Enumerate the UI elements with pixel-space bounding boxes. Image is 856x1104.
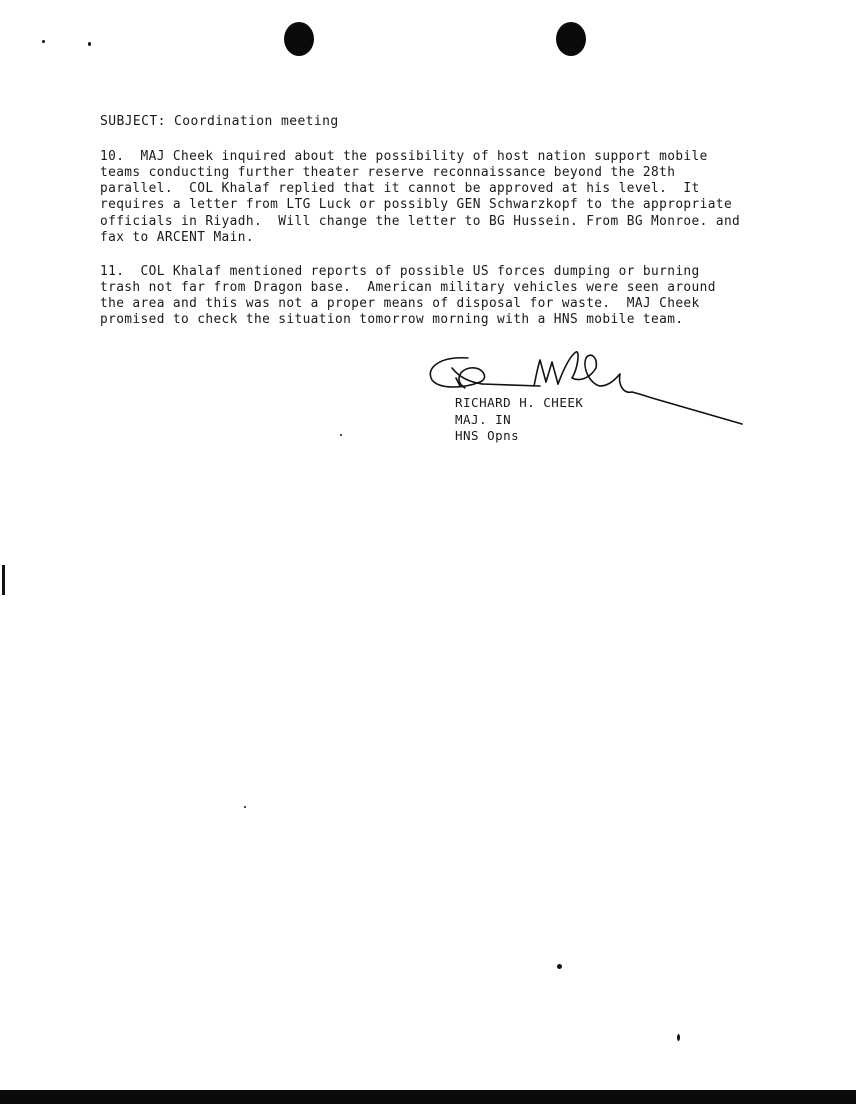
signature-rank: MAJ. IN: [455, 412, 512, 427]
subject-line: SUBJECT: Coordination meeting: [100, 114, 339, 129]
speck: [557, 964, 562, 969]
paragraph-line: trash not far from Dragon base. American military vehicles were seen around: [100, 280, 716, 295]
signature-office: HNS Opns: [455, 428, 520, 443]
paragraph-line: fax to ARCENT Main.: [100, 230, 254, 245]
speck: [677, 1034, 680, 1041]
punch-hole-right: [556, 22, 586, 56]
speck: [42, 40, 45, 43]
paragraph-line: requires a letter from LTG Luck or possibly GEN Schwarzkopf to the appropriate: [100, 197, 733, 212]
scan-edge-mark: [2, 565, 5, 595]
speck: [88, 42, 91, 46]
paragraph-line: promised to check the situation tomorrow morning with a HNS mobile team.: [100, 312, 684, 327]
paragraph-line: the area and this was not a proper means of disposal for waste. MAJ Cheek: [100, 296, 700, 311]
speck: [244, 806, 246, 808]
paragraph-line: teams conducting further theater reserve reconnaissance beyond the 28th: [100, 165, 676, 180]
paragraph-line: 11. COL Khalaf mentioned reports of possible US forces dumping or burning: [100, 264, 700, 279]
signature-name: RICHARD H. CHEEK: [455, 395, 584, 410]
punch-hole-left: [284, 22, 314, 56]
paragraph-line: 10. MAJ Cheek inquired about the possibility of host nation support mobile: [100, 149, 708, 164]
scan-bottom-border: [0, 1090, 856, 1104]
speck: [340, 434, 342, 436]
paragraph-line: parallel. COL Khalaf replied that it cannot be approved at his level. It: [100, 181, 700, 196]
paragraph-line: officials in Riyadh. Will change the letter to BG Hussein. From BG Monroe. and: [100, 214, 741, 229]
